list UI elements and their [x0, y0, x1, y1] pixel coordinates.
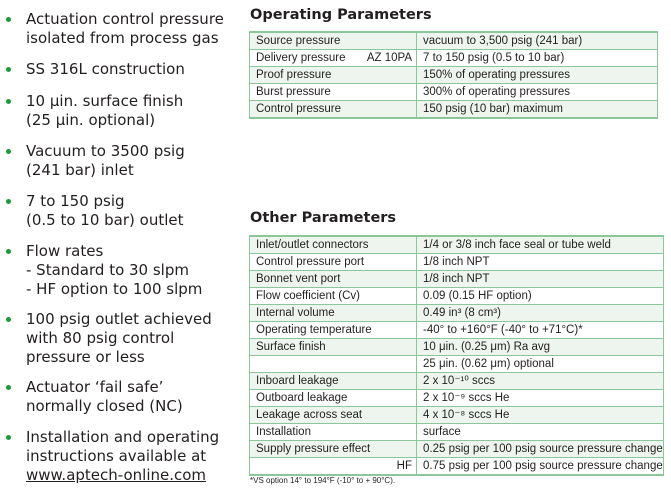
- parameter-value: 1/8 inch NPT: [417, 271, 664, 288]
- feature-bullet: [0, 10, 240, 48]
- parameter-label: Control pressure port: [256, 256, 365, 268]
- operating-parameters-title: Operating Parameters: [250, 7, 432, 23]
- table-row: [250, 322, 664, 339]
- feature-text: Installation and operating: [26, 428, 220, 446]
- parameter-name: [250, 424, 417, 441]
- table-row: [250, 441, 664, 458]
- feature-text: pressure or less: [26, 348, 145, 366]
- table-row: [250, 50, 658, 67]
- parameter-name: [250, 390, 417, 407]
- table-row: [250, 424, 664, 441]
- parameter-label: Proof pressure: [256, 69, 332, 81]
- parameter-name: [250, 373, 417, 390]
- parameter-label: Source pressure: [256, 35, 341, 47]
- other-parameters-table: [249, 235, 664, 476]
- parameter-label: Inboard leakage: [256, 375, 339, 387]
- feature-bullet: [0, 92, 240, 130]
- feature-bullet: [0, 242, 240, 299]
- parameter-name: [250, 322, 417, 339]
- parameter-name: [250, 305, 417, 322]
- parameter-value: -40° to +160°F (-40° to +71°C)*: [417, 322, 664, 339]
- bullet-dot-icon: [6, 435, 11, 440]
- table-row: [250, 458, 664, 476]
- parameter-name: [250, 407, 417, 424]
- parameter-label: Internal volume: [256, 307, 335, 319]
- parameter-label: Inlet/outlet connectors: [256, 239, 369, 251]
- parameter-name: [250, 458, 417, 476]
- parameter-value: 0.25 psig per 100 psig source pressure change: [417, 441, 664, 458]
- feature-text: 7 to 150 psig: [26, 192, 125, 210]
- bullet-dot-icon: [6, 249, 11, 254]
- parameter-name: [250, 356, 417, 373]
- parameter-label: Surface finish: [256, 341, 326, 353]
- parameter-model-tag: AZ 10PA: [366, 52, 412, 64]
- table-row: [250, 373, 664, 390]
- parameter-value: 150 psig (10 bar) maximum: [417, 101, 658, 119]
- parameter-value: 300% of operating pressures: [417, 84, 658, 101]
- feature-bullet: [0, 378, 240, 416]
- parameter-label: Outboard leakage: [256, 392, 348, 404]
- feature-text: Flow rates: [26, 242, 104, 260]
- parameter-value: 1/8 inch NPT: [417, 254, 664, 271]
- parameter-label: Burst pressure: [256, 86, 331, 98]
- feature-bullet: [0, 60, 240, 79]
- parameter-name: [250, 254, 417, 271]
- table-row: [250, 390, 664, 407]
- table-row: [250, 407, 664, 424]
- parameter-label: Supply pressure effect: [256, 443, 371, 455]
- table-row: [250, 271, 664, 288]
- parameter-name: [250, 236, 417, 254]
- parameter-label: Delivery pressure: [256, 52, 346, 64]
- feature-text: (25 μin. optional): [26, 111, 156, 129]
- parameter-value: 0.49 in³ (8 cm³): [417, 305, 664, 322]
- table-row: [250, 254, 664, 271]
- bullet-dot-icon: [6, 317, 11, 322]
- parameter-value: 10 μin. (0.25 μm) Ra avg: [417, 339, 664, 356]
- bullet-dot-icon: [6, 99, 11, 104]
- table-row: [250, 288, 664, 305]
- feature-text: - Standard to 30 slpm: [26, 261, 189, 279]
- parameter-model-tag: HF: [396, 460, 412, 472]
- website-link[interactable]: www.aptech-online.com: [26, 466, 207, 484]
- feature-text: (241 bar) inlet: [26, 161, 134, 179]
- parameter-value: vacuum to 3,500 psig (241 bar): [417, 32, 658, 50]
- parameter-label: Control pressure: [256, 103, 342, 115]
- feature-bullet: [0, 142, 240, 180]
- parameter-value: 2 x 10⁻¹⁰ sccs: [417, 373, 664, 390]
- bullet-dot-icon: [6, 17, 11, 22]
- parameter-label: Installation: [256, 426, 311, 438]
- feature-text: normally closed (NC): [26, 397, 183, 415]
- parameter-value: 0.75 psig per 100 psig source pressure change: [417, 458, 664, 476]
- table-row: [250, 236, 664, 254]
- parameter-name: [250, 339, 417, 356]
- parameter-value: 25 μin. (0.62 μm) optional: [417, 356, 664, 373]
- table-row: [250, 339, 664, 356]
- parameter-value: 4 x 10⁻⁸ sccs He: [417, 407, 664, 424]
- parameter-name: [250, 441, 417, 458]
- feature-text: with 80 psig control: [26, 329, 175, 347]
- feature-text: instructions available at: [26, 447, 207, 465]
- parameter-name: [250, 288, 417, 305]
- parameter-name: [250, 271, 417, 288]
- table-row: [250, 67, 658, 84]
- table-row: [250, 356, 664, 373]
- feature-text: Actuator ‘fail safe’: [26, 378, 164, 396]
- parameter-name: [250, 84, 417, 101]
- parameter-value: 0.09 (0.15 HF option): [417, 288, 664, 305]
- bullet-dot-icon: [6, 149, 11, 154]
- operating-parameters-table: [249, 31, 658, 119]
- parameter-label: Leakage across seat: [256, 409, 363, 421]
- bullet-dot-icon: [6, 199, 11, 204]
- parameter-value: 1/4 or 3/8 inch face seal or tube weld: [417, 236, 664, 254]
- feature-bullet: [0, 192, 240, 230]
- feature-text: 10 μin. surface finish: [26, 92, 184, 110]
- feature-text: Actuation control pressure: [26, 10, 224, 28]
- feature-text: isolated from process gas: [26, 29, 219, 47]
- parameter-name: [250, 50, 417, 67]
- feature-bullet: [0, 310, 240, 367]
- parameter-name: [250, 32, 417, 50]
- table-row: [250, 32, 658, 50]
- feature-text: - HF option to 100 slpm: [26, 280, 203, 298]
- parameter-label: Bonnet vent port: [256, 273, 341, 285]
- feature-text: SS 316L construction: [26, 60, 185, 78]
- footnote: *VS option 14° to 194°F (-10° to + 90°C).: [250, 476, 396, 485]
- parameter-value: 150% of operating pressures: [417, 67, 658, 84]
- parameter-label: Flow coefficient (Cv): [256, 290, 360, 302]
- table-row: [250, 84, 658, 101]
- parameter-value: surface: [417, 424, 664, 441]
- feature-text: Vacuum to 3500 psig: [26, 142, 185, 160]
- parameter-value: 2 x 10⁻⁹ sccs He: [417, 390, 664, 407]
- feature-text: (0.5 to 10 bar) outlet: [26, 211, 184, 229]
- bullet-dot-icon: [6, 67, 11, 72]
- feature-text: 100 psig outlet achieved: [26, 310, 212, 328]
- bullet-dot-icon: [6, 385, 11, 390]
- parameter-name: [250, 101, 417, 119]
- parameter-label: Operating temperature: [256, 324, 372, 336]
- table-row: [250, 305, 664, 322]
- parameter-value: 7 to 150 psig (0.5 to 10 bar): [417, 50, 658, 67]
- other-parameters-title: Other Parameters: [250, 210, 397, 226]
- feature-bullet: [0, 428, 240, 485]
- table-row: [250, 101, 658, 119]
- parameter-name: [250, 67, 417, 84]
